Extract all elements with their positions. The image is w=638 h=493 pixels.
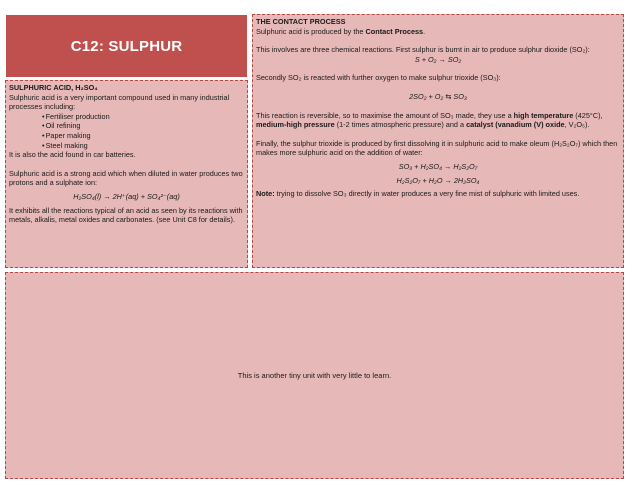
sulphuric-acid-intro: Sulphuric acid is a very important compound used in many industrial processes including: (9, 92, 230, 112)
equation-sulphur-trioxide: 2SO₂ + O₂ ⇆ SO₃ (409, 91, 467, 101)
summary-panel (5, 272, 624, 479)
equation-sulphur-burning: S + O₂ → SO₂ (414, 54, 462, 64)
note-text: Note: trying to dissolve SO₃ directly in water produces a very fine mist of sulphuric with limited uses. (256, 189, 580, 199)
three-reactions-text: This involves are three chemical reactions. First sulphur is burnt in air to produce sulphur dioxide (SO₂): (256, 45, 590, 55)
equation-oleum: SO₃ + H₂SO₄ → H₂S₂O₇ (398, 161, 478, 171)
contact-process-panel (252, 14, 624, 268)
strong-acid-text: Sulphuric acid is a strong acid which when diluted in water produces two protons and a sulphate ion: (9, 168, 243, 188)
use-item: • Paper making (42, 131, 244, 141)
use-item: • Oil refining (42, 121, 244, 131)
page-title: C12: SULPHUR (70, 37, 183, 55)
title-banner (5, 14, 248, 78)
secondly-text: Secondly SO₂ is reacted with further oxygen to make sulphur trioxide (SO₃): (256, 73, 501, 83)
use-item: • Steel making (42, 141, 244, 151)
dissociation-equation: H₂SO₄(l) → 2H⁺(aq) + SO₄²⁻(aq) (73, 191, 180, 201)
acid-reactions-text: It exhibits all the reactions typical of an acid as seen by its reactions with metals, alkalis, metal oxides and carbonates. (see Unit C8 for details). (9, 205, 243, 225)
oleum-text: Finally, the sulphur trioxide is produced by first dissolving it in sulphuric acid to make oleum (H₂S₂O₇) which then makes more sulphuric acid on the addition of water: (256, 138, 618, 158)
uses-list (9, 112, 244, 150)
contact-process-intro: Sulphuric acid is produced by the Contact Process. (256, 26, 426, 36)
sulphuric-acid-heading: SULPHURIC ACID, H₂SO₄ (9, 83, 98, 92)
use-item: • Fertiliser production (42, 112, 244, 122)
contact-process-heading: THE CONTACT PROCESS (256, 17, 346, 26)
reversible-reaction-text: This reaction is reversible, so to maximise the amount of SO₃ made, they use a high temperature (425°C), medium-high pressure (1-2 times atmospheric pressure) and a catalyst (vanadium (V) oxide, V₂O₅). (256, 110, 603, 130)
equation-oleum-water: H₂S₂O₇ + H₂O → 2H₂SO₄ (396, 175, 480, 185)
sulphuric-acid-panel (5, 80, 248, 268)
car-batteries-text: It is also the acid found in car batteries. (9, 150, 136, 160)
summary-text: This is another tiny unit with very little to learn. (237, 371, 392, 380)
